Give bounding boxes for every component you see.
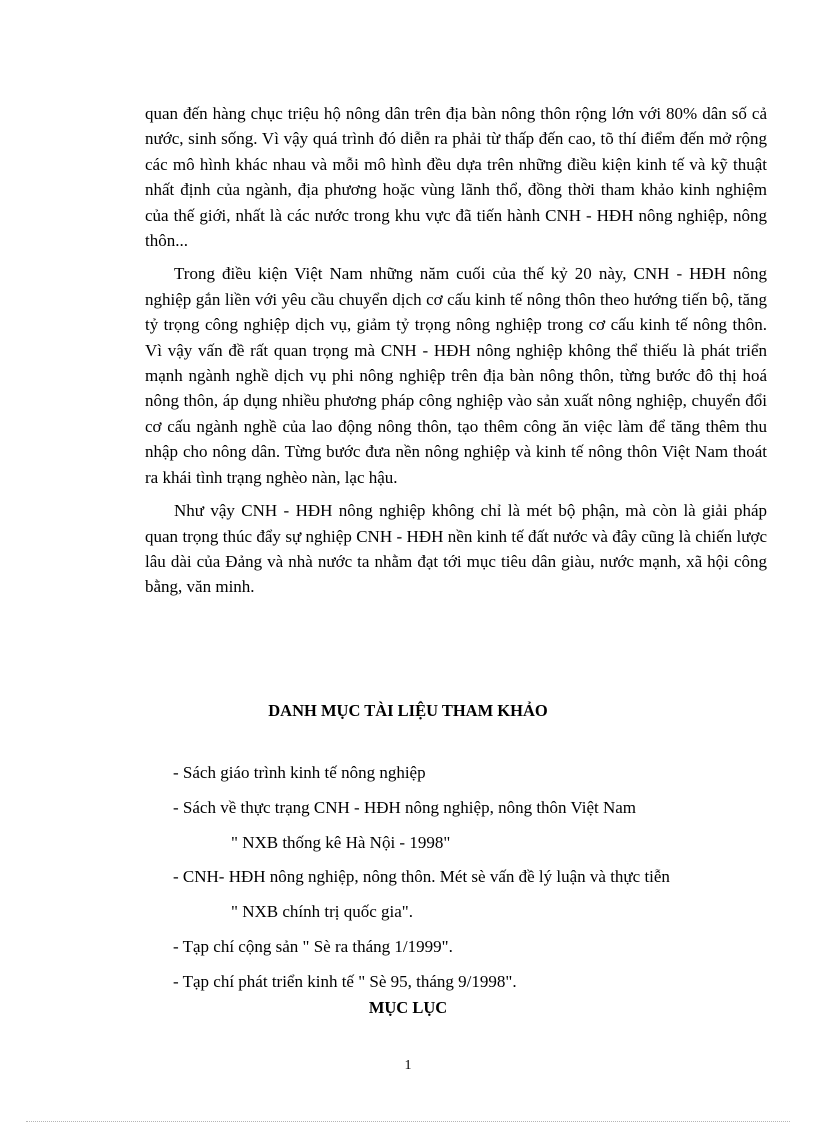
page-number: 1 — [404, 1058, 412, 1073]
reference-item: - CNH- HĐH nông nghiệp, nông thôn. Mét sè vấn đề lý luận và thực tiễn — [173, 867, 670, 887]
page-bottom-divider — [26, 1121, 790, 1122]
body-text — [145, 101, 767, 608]
references-heading: DANH MỤC TÀI LIỆU THAM KHẢO — [268, 701, 548, 720]
references-list — [173, 760, 773, 1004]
paragraph-3: Như vậy CNH - HĐH nông nghiệp không chỉ là mét bộ phận, mà còn là giải pháp quan trọng thúc đẩy sự nghiệp CNH - HĐH nền kinh tế đất nước và đây cũng là chiến lược lâu dài của Đảng và nhà nước ta nhằm đạt tới mục tiêu dân giàu, nước mạnh, xã hội công bằng, văn minh. — [145, 501, 767, 597]
reference-item: - Sách giáo trình kinh tế nông nghiệp — [173, 763, 426, 782]
paragraph-1: quan đến hàng chục triệu hộ nông dân trên địa bàn nông thôn rộng lớn với 80% dân số cả nước, sinh sống. Vì vậy quá trình đó diễn ra phải từ thấp đến cao, tõ thí điểm đến mở rộng các mô hình khác nhau và mỗi mô hình đều dựa trên những điều kiện kinh tế và kỹ thuật nhất định của ngành, địa phương hoặc vùng lãnh thổ, đồng thời tham khảo kinh nghiệm của thế giới, nhất là các nước trong khu vực đã tiến hành CNH - HĐH nông nghiệp, nông thôn... — [145, 104, 767, 251]
paragraph-2: Trong điều kiện Việt Nam những năm cuối của thế kỷ 20 này, CNH - HĐH nông nghiệp gắn liền với yêu cầu chuyển dịch cơ cấu kinh tế nông thôn theo hướng tiến bộ, tăng tỷ trọng công nghiệp dịch vụ, giảm tỷ trọng nông nghiệp trong cơ cấu kinh tế nông thôn. Vì vậy vấn đề rất quan trọng mà CNH - HĐH nông nghiệp không thể thiếu là phát triển mạnh ngành nghề dịch vụ phi nông nghiệp trên địa bàn nông thôn, từng bước đô thị hoá nông thôn, áp dụng nhiều phương pháp công nghiệp vào sản xuất nông nghiệp, chuyển đổi cơ cấu ngành nghề của lao động nông thôn, tạo thêm công ăn việc làm để tăng thêm thu nhập cho nông dân. Từng bước đưa nền nông nghiệp và kinh tế nông thôn Việt Nam thoát ra khái tình trạng nghèo nàn, lạc hậu. — [145, 264, 767, 487]
reference-publisher: " NXB thống kê Hà Nội - 1998" — [231, 832, 451, 852]
reference-item: - Tạp chí cộng sản " Sè ra tháng 1/1999". — [173, 936, 453, 956]
toc-heading: MỤC LỤC — [368, 998, 448, 1017]
reference-item: - Tạp chí phát triển kinh tế " Sè 95, tháng 9/1998". — [173, 971, 517, 991]
reference-item: - Sách về thực trạng CNH - HĐH nông nghiệp, nông thôn Việt Nam — [173, 797, 637, 817]
reference-publisher: " NXB chính trị quốc gia". — [231, 902, 413, 922]
